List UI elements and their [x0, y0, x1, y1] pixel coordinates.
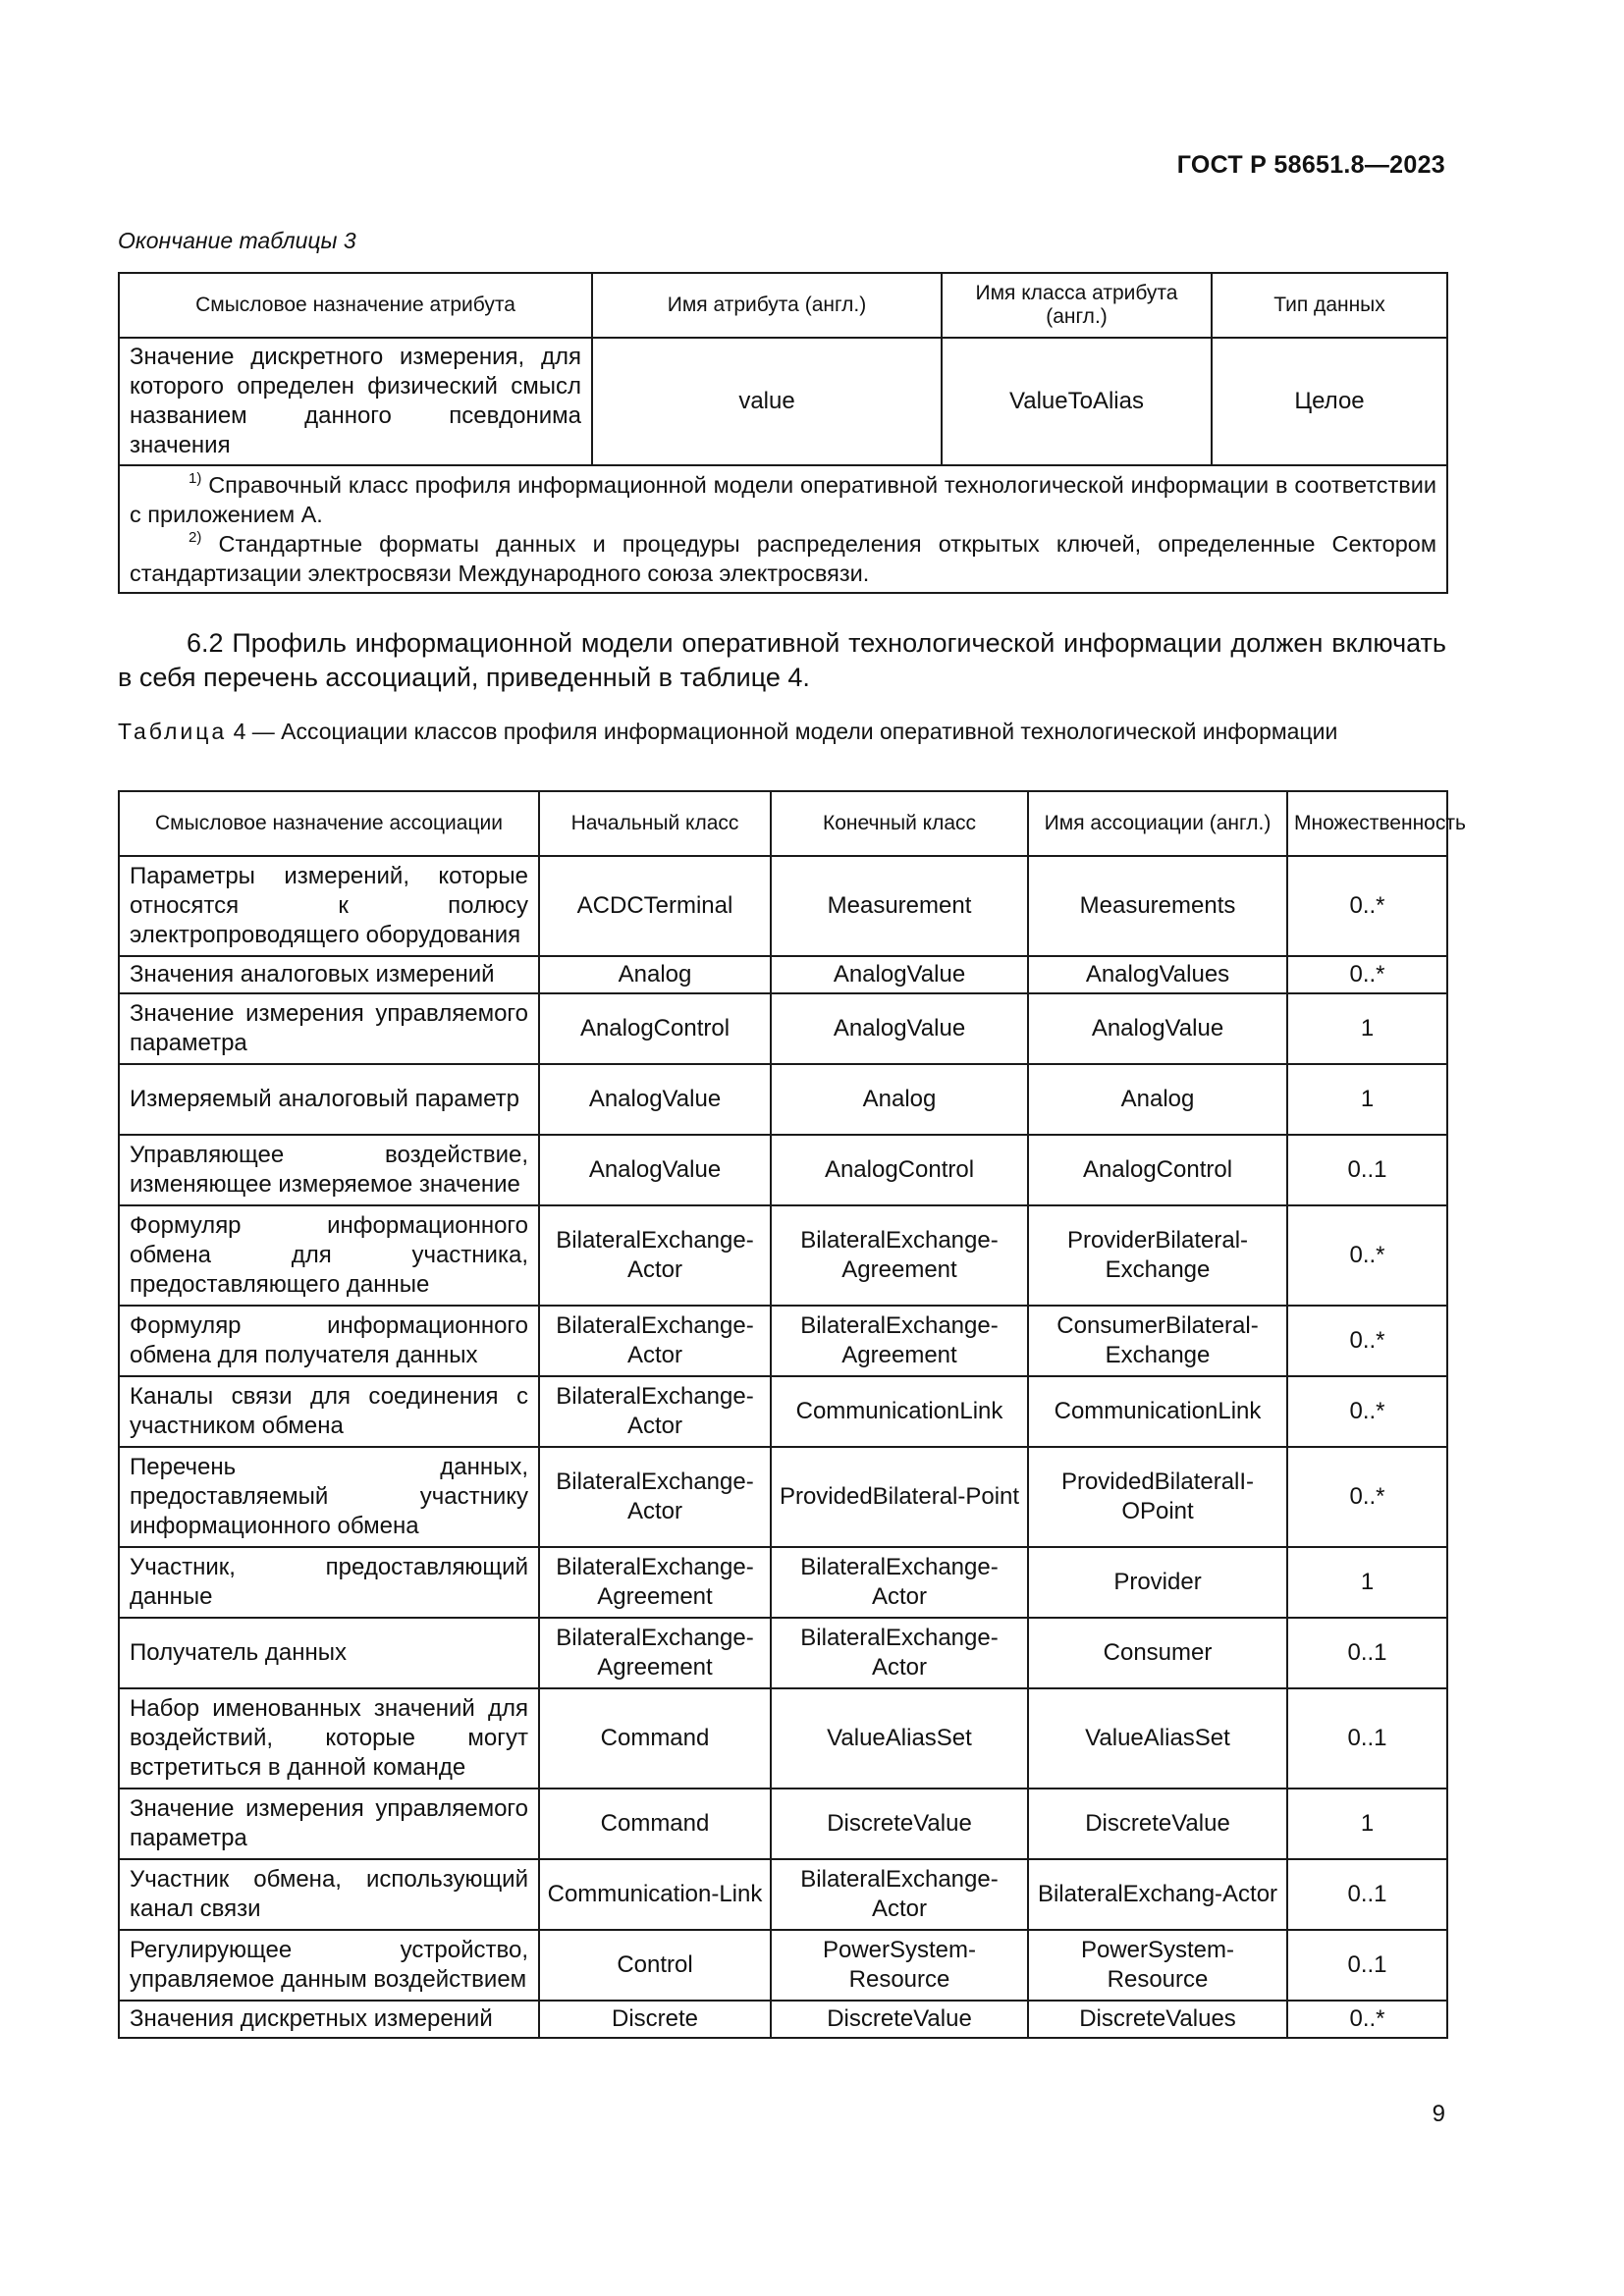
footnote-mark: 2) — [189, 529, 202, 546]
end-class: ValueAliasSet — [771, 1688, 1028, 1789]
multiplicity: 1 — [1287, 1547, 1447, 1618]
association-name: PowerSystem-Resource — [1028, 1930, 1287, 2001]
end-class: PowerSystem-Resource — [771, 1930, 1028, 2001]
table-row — [119, 1688, 1447, 1789]
table-row — [119, 338, 1447, 465]
association-description: Параметры измерений, которые относятся к полюсу электропроводящего оборудования — [119, 856, 539, 956]
association-name: CommunicationLink — [1028, 1376, 1287, 1447]
start-class: AnalogValue — [539, 1135, 771, 1205]
association-description: Управляющее воздействие, изменяющее измеряемое значение — [119, 1135, 539, 1205]
table-notes — [119, 465, 1447, 593]
footnote-2 — [130, 529, 1436, 588]
end-class: DiscreteValue — [771, 1789, 1028, 1859]
column-header: Смысловое назначение атрибута — [119, 273, 592, 338]
table-row — [119, 856, 1447, 956]
start-class: ACDCTerminal — [539, 856, 771, 956]
association-name: ProviderBilateral-Exchange — [1028, 1205, 1287, 1306]
association-description: Перечень данных, предоставляемый участнику информационного обмена — [119, 1447, 539, 1547]
table-header-row — [119, 273, 1447, 338]
end-class: AnalogValue — [771, 993, 1028, 1064]
association-name: Consumer — [1028, 1618, 1287, 1688]
column-header: Имя атрибута (англ.) — [592, 273, 942, 338]
column-header: Имя ассоциации (англ.) — [1028, 791, 1287, 856]
association-name: DiscreteValues — [1028, 2001, 1287, 2038]
multiplicity: 0..1 — [1287, 1688, 1447, 1789]
end-class: Measurement — [771, 856, 1028, 956]
table-row — [119, 1618, 1447, 1688]
data-type: Целое — [1212, 338, 1447, 465]
association-name: AnalogValue — [1028, 993, 1287, 1064]
attribute-name: value — [592, 338, 942, 465]
association-description: Значения аналоговых измерений — [119, 956, 539, 993]
multiplicity: 0..* — [1287, 1376, 1447, 1447]
association-description: Набор именованных значений для воздействий, которые могут встретиться в данной команде — [119, 1688, 539, 1789]
association-description: Регулирующее устройство, управляемое данным воздействием — [119, 1930, 539, 2001]
association-description: Участник обмена, использующий канал связи — [119, 1859, 539, 1930]
footnote-mark: 1) — [189, 470, 202, 487]
document-id: ГОСТ Р 58651.8—2023 — [1176, 151, 1445, 179]
association-description: Каналы связи для соединения с участником обмена — [119, 1376, 539, 1447]
column-header: Множественность — [1287, 791, 1447, 856]
association-name: BilateralExchang-Actor — [1028, 1859, 1287, 1930]
start-class: Communication-Link — [539, 1859, 771, 1930]
footnote-1 — [130, 470, 1436, 529]
start-class: AnalogControl — [539, 993, 771, 1064]
association-name: AnalogControl — [1028, 1135, 1287, 1205]
association-description: Формуляр информационного обмена для получателя данных — [119, 1306, 539, 1376]
table-row — [119, 956, 1447, 993]
start-class: Control — [539, 1930, 771, 2001]
end-class: BilateralExchange-Actor — [771, 1618, 1028, 1688]
multiplicity: 0..* — [1287, 956, 1447, 993]
start-class: BilateralExchange-Agreement — [539, 1547, 771, 1618]
association-name: AnalogValues — [1028, 956, 1287, 993]
table-row — [119, 1064, 1447, 1135]
multiplicity: 0..1 — [1287, 1859, 1447, 1930]
column-header: Имя класса атрибута (англ.) — [942, 273, 1212, 338]
association-name: ConsumerBilateral-Exchange — [1028, 1306, 1287, 1376]
end-class: DiscreteValue — [771, 2001, 1028, 2038]
table-row — [119, 993, 1447, 1064]
start-class: Analog — [539, 956, 771, 993]
association-description: Значение измерения управляемого параметра — [119, 993, 539, 1064]
multiplicity: 0..* — [1287, 2001, 1447, 2038]
multiplicity: 0..* — [1287, 1205, 1447, 1306]
association-description: Значения дискретных измерений — [119, 2001, 539, 2038]
association-name: DiscreteValue — [1028, 1789, 1287, 1859]
end-class: BilateralExchange-Agreement — [771, 1205, 1028, 1306]
table-row — [119, 1306, 1447, 1376]
table-row — [119, 1447, 1447, 1547]
multiplicity: 0..* — [1287, 1306, 1447, 1376]
table-row — [119, 1789, 1447, 1859]
attribute-description: Значение дискретного измерения, для которого определен физический смысл названием данного псевдонима значения — [119, 338, 592, 465]
table-row — [119, 1859, 1447, 1930]
association-name: ValueAliasSet — [1028, 1688, 1287, 1789]
multiplicity: 0..* — [1287, 856, 1447, 956]
association-name: Provider — [1028, 1547, 1287, 1618]
association-name: ProvidedBilateralI-OPoint — [1028, 1447, 1287, 1547]
start-class: Discrete — [539, 2001, 771, 2038]
table-4-body — [119, 856, 1447, 2038]
table-header-row — [119, 791, 1447, 856]
table-row — [119, 1376, 1447, 1447]
table-4-title — [118, 717, 1446, 746]
multiplicity: 0..1 — [1287, 1930, 1447, 2001]
start-class: AnalogValue — [539, 1064, 771, 1135]
end-class: ProvidedBilateral-Point — [771, 1447, 1028, 1547]
association-description: Измеряемый аналоговый параметр — [119, 1064, 539, 1135]
association-name: Measurements — [1028, 856, 1287, 956]
end-class: BilateralExchange-Agreement — [771, 1306, 1028, 1376]
table-row — [119, 1547, 1447, 1618]
table-row — [119, 1930, 1447, 2001]
start-class: Command — [539, 1688, 771, 1789]
multiplicity: 1 — [1287, 1789, 1447, 1859]
end-class: CommunicationLink — [771, 1376, 1028, 1447]
start-class: BilateralExchange-Actor — [539, 1205, 771, 1306]
table-row — [119, 2001, 1447, 2038]
start-class: BilateralExchange-Agreement — [539, 1618, 771, 1688]
column-header: Начальный класс — [539, 791, 771, 856]
start-class: Command — [539, 1789, 771, 1859]
table-notes-row — [119, 465, 1447, 593]
association-description: Значение измерения управляемого параметра — [119, 1789, 539, 1859]
multiplicity: 0..1 — [1287, 1618, 1447, 1688]
section-paragraph: 6.2 Профиль информационной модели оперативной технологической информации должен включать в себя перечень ассоциаций, приведенный в таблице 4. — [118, 628, 1446, 692]
table-row — [119, 1205, 1447, 1306]
page-number: 9 — [1432, 2101, 1445, 2127]
multiplicity: 0..1 — [1287, 1135, 1447, 1205]
association-description: Участник, предоставляющий данные — [119, 1547, 539, 1618]
column-header: Смысловое назначение ассоциации — [119, 791, 539, 856]
footnote-text: Стандартные форматы данных и процедуры распределения открытых ключей, определенные Сектором стандартизации электросвязи Международного союза электросвязи. — [130, 531, 1436, 586]
multiplicity: 1 — [1287, 1064, 1447, 1135]
table-4 — [118, 790, 1466, 2039]
start-class: BilateralExchange-Actor — [539, 1306, 771, 1376]
column-header: Конечный класс — [771, 791, 1028, 856]
column-header: Тип данных — [1212, 273, 1447, 338]
multiplicity: 0..* — [1287, 1447, 1447, 1547]
start-class: BilateralExchange-Actor — [539, 1447, 771, 1547]
end-class: BilateralExchange-Actor — [771, 1547, 1028, 1618]
association-name: Analog — [1028, 1064, 1287, 1135]
end-class: AnalogValue — [771, 956, 1028, 993]
table-label: Таблица — [118, 719, 228, 744]
association-description: Формуляр информационного обмена для участника, предоставляющего данные — [119, 1205, 539, 1306]
table-3-continuation-caption: Окончание таблицы 3 — [118, 228, 356, 253]
table-row — [119, 1135, 1447, 1205]
end-class: Analog — [771, 1064, 1028, 1135]
footnote-text: Справочный класс профиля информационной модели оперативной технологической информации в соответствии с приложением А. — [130, 472, 1437, 527]
multiplicity: 1 — [1287, 993, 1447, 1064]
attribute-class: ValueToAlias — [942, 338, 1212, 465]
association-description: Получатель данных — [119, 1618, 539, 1688]
start-class: BilateralExchange-Actor — [539, 1376, 771, 1447]
end-class: AnalogControl — [771, 1135, 1028, 1205]
table-title-text: 4 — Ассоциации классов профиля информационной модели оперативной технологической информации — [233, 719, 1338, 744]
end-class: BilateralExchange-Actor — [771, 1859, 1028, 1930]
table-3 — [118, 272, 1448, 594]
